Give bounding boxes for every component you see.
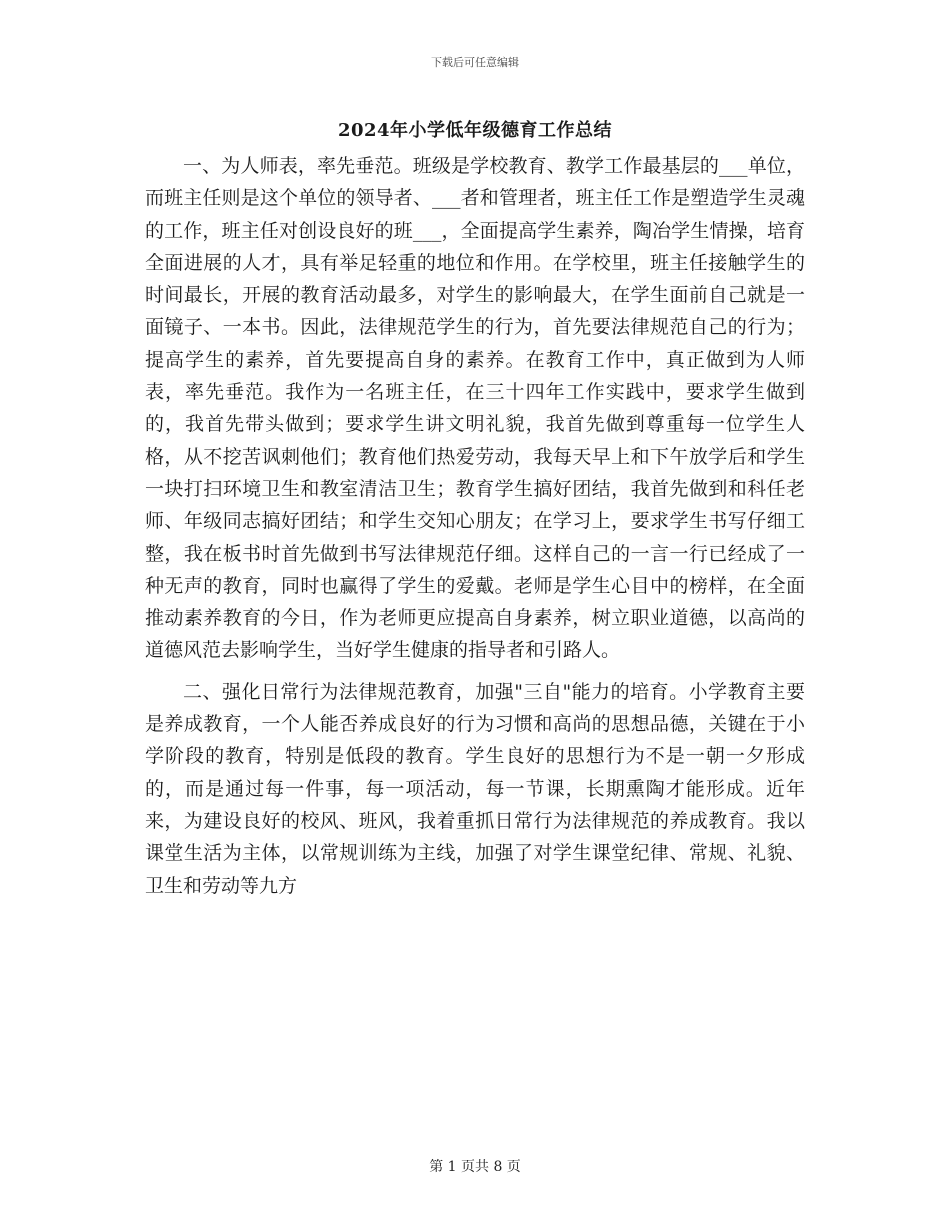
document-body (145, 150, 805, 902)
document-title: 2024年小学低年级德育工作总结 (337, 120, 613, 141)
paragraph-2: 二、强化日常行为法律规范教育，加强"三自"能力的培育。小学教育主要是养成教育，一个人能否养成良好的行为习惯和高尚的思想品德，关键在于小学阶段的教育，特别是低段的教育。学生良好的思想行为不是一朝一夕形成的，而是通过每一件事，每一项活动，每一节课，长期熏陶才能形成。近年来，为建设良好的校风、班风，我着重抓日常行为法律规范的养成教育。我以课堂生活为主体，以常规训练为主线，加强了对学生课堂纪律、常规、礼貌、卫生和劳动等九方 (145, 680, 805, 897)
page-footer: 第 1 页共 8 页 (429, 1159, 521, 1175)
paragraph-1: 一、为人师表，率先垂范。班级是学校教育、教学工作最基层的___单位，而班主任则是这个单位的领导者、___者和管理者，班主任工作是塑造学生灵魂的工作，班主任对创设良好的班___，全面提高学生素养，陶冶学生情操，培育全面进展的人才，具有举足轻重的地位和作用。在学校里，班主任接触学生的时间最长，开展的教育活动最多，对学生的影响最大，在学生面前自己就是一面镜子、一本书。因此，法律规范学生的行为，首先要法律规范自己的行为；提高学生的素养，首先要提高自身的素养。在教育工作中，真正做到为人师表，率先垂范。我作为一名班主任，在三十四年工作实践中，要求学生做到的，我首先带头做到；要求学生讲文明礼貌，我首先做到尊重每一位学生人格，从不挖苦讽刺他们；教育他们热爱劳动，我每天早上和下午放学后和学生一块打扫环境卫生和教室清洁卫生；教育学生搞好团结，我首先做到和科任老师、年级同志搞好团结；和学生交知心朋友；在学习上，要求学生书写仔细工整，我在板书时首先做到书写法律规范仔细。这样自己的一言一行已经成了一种无声的教育，同时也赢得了学生的爱戴。老师是学生心目中的榜样，在全面推动素养教育的今日，作为老师更应提高自身素养，树立职业道德，以高尚的道德风范去影响学生，当好学生健康的指导者和引路人。 (145, 155, 805, 662)
header-note: 下载后可任意编辑 (431, 56, 519, 69)
